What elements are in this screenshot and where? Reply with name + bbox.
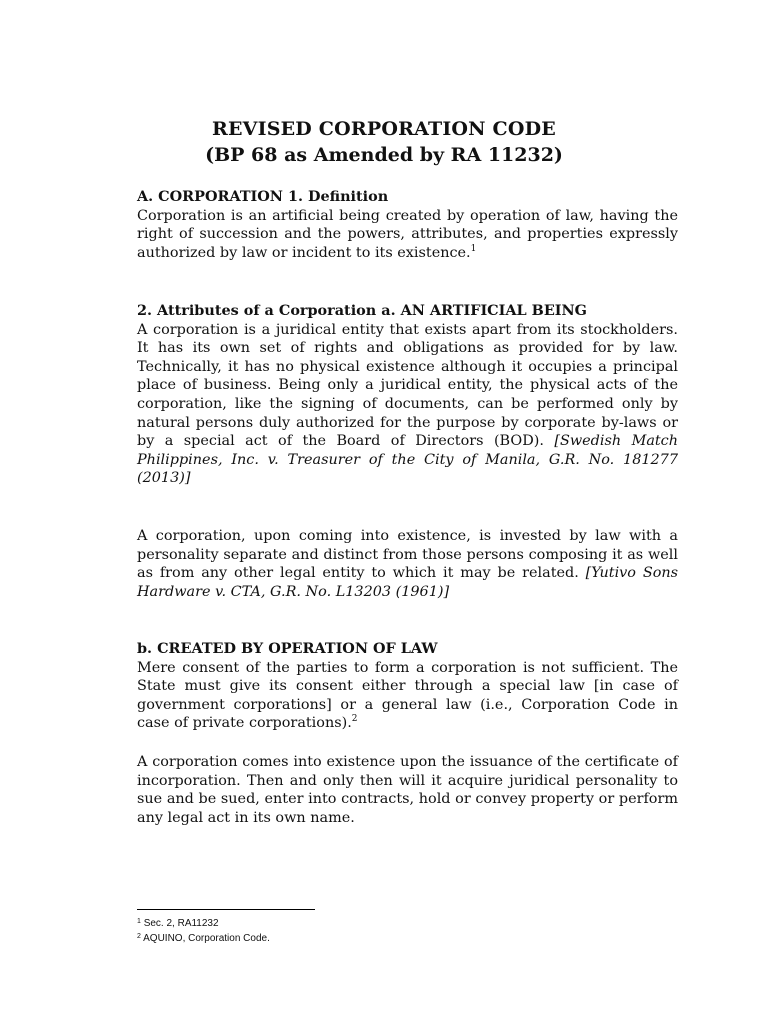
certificate-text: A corporation comes into existence upon the issuance of the certificate of incorporation. Then and only then will it acquire juridical personality to sue and be sued, enter into contracts, hold or convey property or perform any legal act in its own name. <box>137 754 678 826</box>
footnote-1 <box>137 918 219 930</box>
definition-text: Corporation is an artificial being created by operation of law, having the right of succession and the powers, attributes, and properties expressly authorized by law or incident to its existence. <box>137 207 678 261</box>
footnote-1-text: Sec. 2, RA11232 <box>143 918 219 929</box>
footnote-ref-1: 1 <box>470 243 477 254</box>
section-2-heading: 2. Attributes of a Corporation a. AN ARTIFICIAL BEING <box>137 302 587 319</box>
definition-paragraph <box>137 207 678 263</box>
artificial-being-text: A corporation is a juridical entity that exists apart from its stockholders. It has its own set of rights and obligations as provided for by law. Technically, it has no physical existence although it occupies a principal place of business. Being only a juridical entity, the physical acts of the corporation, like the signing of documents, can be performed only by natural persons duly authorized for the purpose by corporate by-laws or by a special act of the Board of Directors (BOD). <box>137 321 678 450</box>
document-subtitle: (BP 68 as Amended by RA 11232) <box>205 144 563 166</box>
state-consent-text: Mere consent of the parties to form a corporation is not sufficient. The State must give its consent either through a special law [in case of government corporations] or a general law (i.e., Corporation Code in case of private corporations). <box>137 659 678 732</box>
state-consent-paragraph <box>137 659 678 733</box>
footnote-ref-2: 2 <box>351 714 358 725</box>
artificial-being-paragraph <box>137 321 678 488</box>
certificate-paragraph <box>137 753 678 827</box>
swedish-match-citation: [Swedish Match Philippines, Inc. v. Treasurer of the City of Manila, G.R. No. 181277 (2013)] <box>137 433 679 487</box>
section-2 <box>137 302 678 488</box>
section-a <box>137 188 678 262</box>
section-a-heading: A. CORPORATION 1. Definition <box>137 188 389 205</box>
separate-personality-text: A corporation, upon coming into existence, is invested by law with a personality separate and distinct from those persons composing it as well as from any other legal entity to which it may be related. <box>137 528 678 582</box>
section-b <box>137 640 678 733</box>
yutivo-citation: [Yutivo Sons Hardware v. CTA, G.R. No. L13203 (1961)] <box>137 565 679 600</box>
section-b-heading: b. CREATED BY OPERATION OF LAW <box>137 640 438 657</box>
document-title: REVISED CORPORATION CODE <box>212 118 556 140</box>
footnote-2-text: AQUINO, Corporation Code. <box>143 933 270 944</box>
separate-personality-paragraph <box>137 527 678 601</box>
footnote-2-number: 2 <box>137 933 141 940</box>
footnote-1-number: 1 <box>137 918 141 925</box>
footnote-divider <box>137 909 315 910</box>
footnote-2 <box>137 933 270 945</box>
